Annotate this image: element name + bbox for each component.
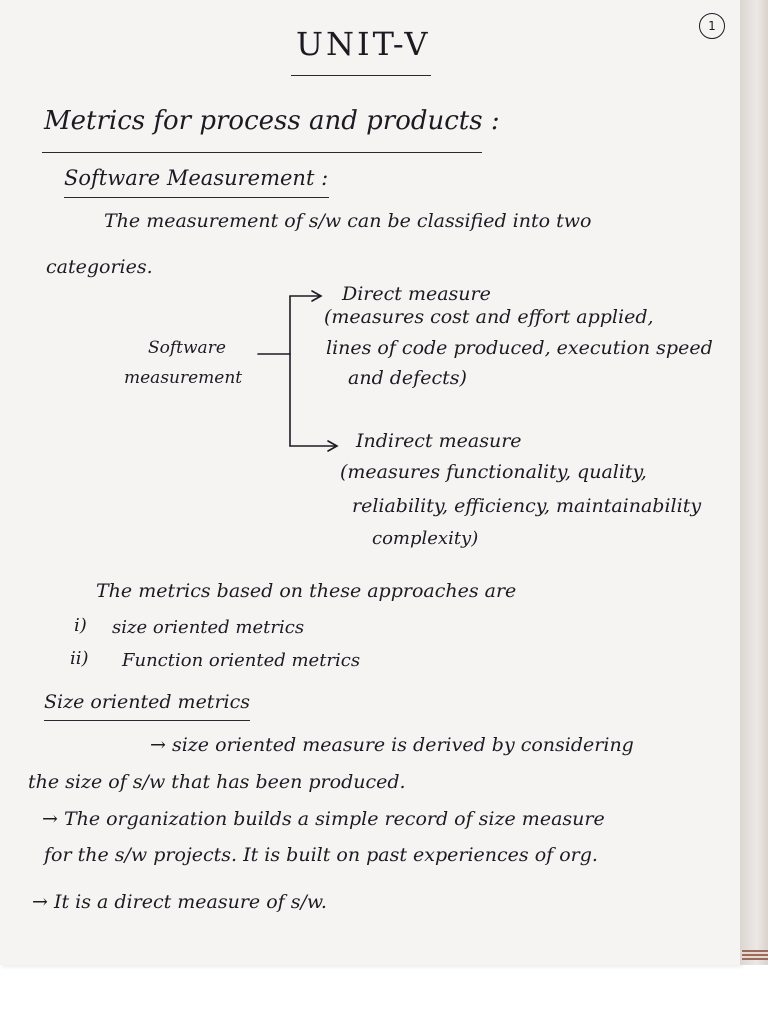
diagram-root-line1: Software	[148, 338, 226, 358]
intro-text-line1: The measurement of s/w can be classified into two	[104, 210, 592, 232]
size-oriented-line-4: for the s/w projects. It is built on past experiences of org.	[44, 844, 598, 866]
direct-measure-detail-2: lines of code produced, execution speed	[326, 337, 713, 359]
size-oriented-line-2: the size of s/w that has been produced.	[28, 771, 406, 793]
direct-measure-detail-1: (measures cost and effort applied,	[324, 306, 654, 328]
indirect-measure-detail-2: reliability, efficiency, maintainability	[352, 495, 702, 517]
approaches-intro: The metrics based on these approaches are	[96, 580, 517, 602]
indirect-measure-label: Indirect measure	[356, 430, 522, 452]
intro-text-line2: categories.	[46, 256, 153, 278]
size-oriented-line-1: → size oriented measure is derived by considering	[150, 734, 634, 756]
approach-item-1-marker: i)	[74, 615, 87, 636]
diagram-root-line2: measurement	[124, 368, 243, 388]
page-number: 1	[699, 13, 725, 39]
direct-measure-detail-3: and defects)	[348, 367, 467, 389]
direct-measure-label: Direct measure	[342, 283, 491, 305]
size-oriented-line-5: → It is a direct measure of s/w.	[32, 891, 327, 913]
section-heading-software-measurement: Software Measurement :	[64, 166, 329, 190]
unit-title: UNIT-V	[296, 25, 431, 63]
size-oriented-line-3: → The organization builds a simple record of size measure	[42, 808, 605, 830]
section2-heading-underline	[44, 720, 250, 721]
approach-item-1-text: size oriented metrics	[112, 617, 305, 638]
section-heading-size-oriented-metrics: Size oriented metrics	[44, 691, 250, 713]
approach-item-2-text: Function oriented metrics	[122, 650, 361, 671]
approach-item-2-marker: ii)	[70, 648, 89, 669]
main-heading: Metrics for process and products :	[44, 106, 500, 136]
indirect-measure-detail-3: complexity)	[372, 528, 479, 549]
indirect-measure-detail-1: (measures functionality, quality,	[340, 461, 647, 483]
